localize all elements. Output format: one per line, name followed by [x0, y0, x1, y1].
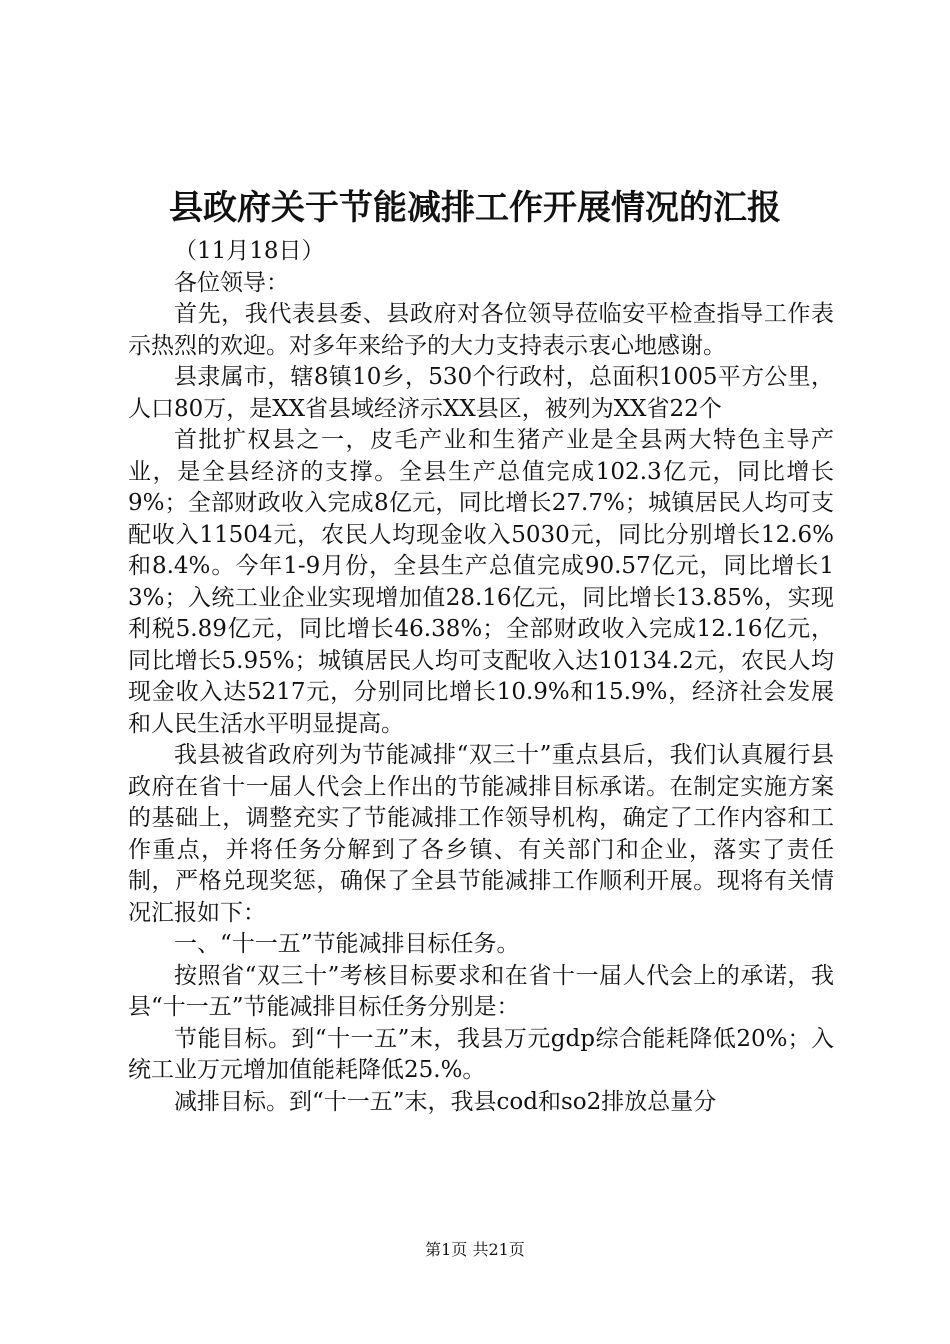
- document-title: 县政府关于节能减排工作开展情况的汇报: [169, 188, 781, 228]
- paragraph-economy: 首批扩权县之一，皮毛产业和生猪产业是全县两大特色主导产业，是全县经济的支撑。全县生产总值完成102.3亿元，同比增长9%；全部财政收入完成8亿元，同比增长27.7%；城镇居民人均可支配收入11504元，农民人均现金收入5030元，同比分别增长12.6%和8.4%。今年1-9月份，全县生产总值完成90.57亿元，同比增长13%；入统工业企业实现增加值28.16亿元，同比增长13.85%，实现利税5.89亿元，同比增长46.38%；全部财政收入完成12.16亿元，同比增长5.95%；城镇居民人均可支配收入达10134.2元，农民人均现金收入达5217元，分别同比增长10.9%和15.9%，经济社会发展和人民生活水平明显提高。: [128, 427, 834, 737]
- report-date: （11月18日）: [174, 238, 325, 264]
- document-body: [128, 236, 834, 1118]
- page-footer: 第1页 共21页: [425, 1240, 525, 1259]
- paragraph-welcome: 首先，我代表县委、县政府对各位领导莅临安平检查指导工作表示热烈的欢迎。对多年来给予的大力支持表示衷心地感谢。: [128, 301, 834, 359]
- paragraph-commitment: 我县被省政府列为节能减排“双三十”重点县后，我们认真履行县政府在省十一届人代会上作出的节能减排目标承诺。在制定实施方案的基础上，调整充实了节能减排工作领导机构，确定了工作内容和工作重点，并将任务分解到了各乡镇、有关部门和企业，落实了责任制，严格兑现奖惩，确保了全县节能减排工作顺利开展。现将有关情况汇报如下：: [128, 742, 834, 926]
- salutation: 各位领导：: [174, 269, 289, 296]
- paragraph-emission-target: 减排目标。到“十一五”末，我县cod和so2排放总量分: [174, 1088, 717, 1115]
- paragraph-energy-target: 节能目标。到“十一五”末，我县万元gdp综合能耗降低20%；入统工业万元增加值能耗降低25.%。: [128, 1025, 834, 1083]
- section-heading-targets: 一、“十一五”节能减排目标任务。: [174, 931, 520, 957]
- paragraph-county-overview: 县隶属市，辖8镇10乡，530个行政村，总面积1005平方公里，人口80万，是XX省县域经济示XX县区，被列为XX省22个: [128, 364, 834, 422]
- paragraph-targets-intro: 按照省“双三十”考核目标要求和在省十一届人代会上的承诺，我县“十一五”节能减排目标任务分别是：: [128, 962, 834, 1020]
